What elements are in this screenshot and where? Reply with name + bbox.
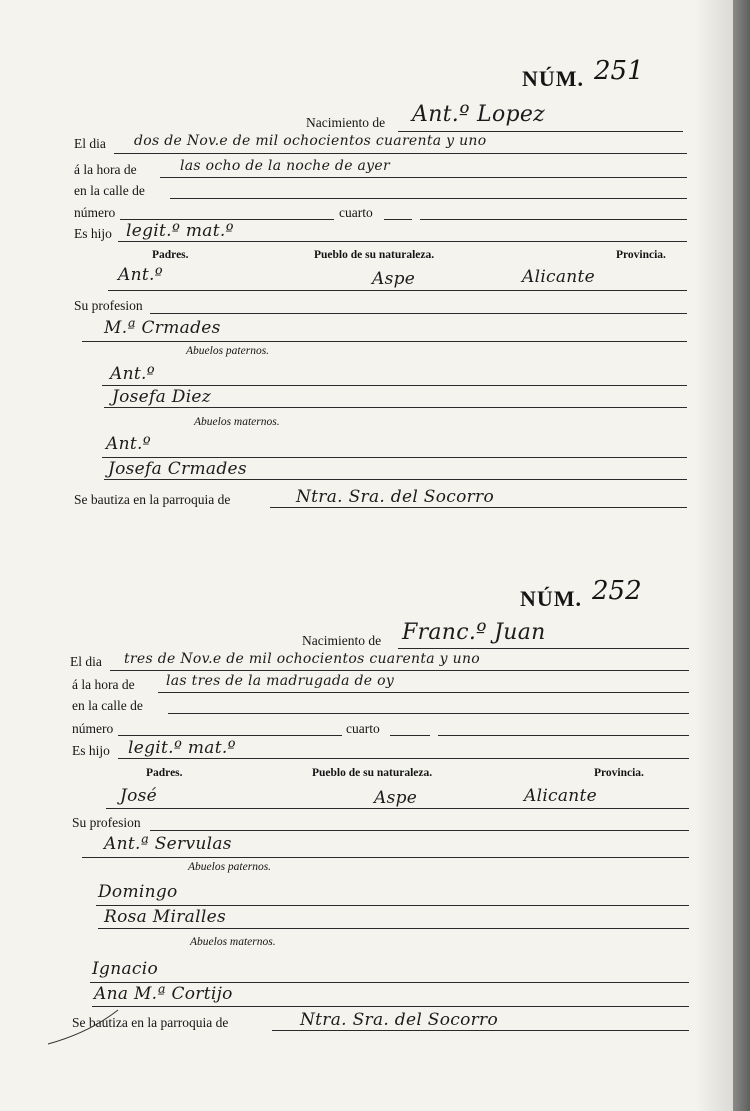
parish-value: Ntra. Sra. del Socorro — [296, 487, 494, 507]
day-label: El dia — [70, 654, 102, 669]
child-name: Ant.º Lopez — [412, 102, 546, 127]
paternal-grandfather: Ant.º — [110, 364, 155, 384]
day-label: El dia — [74, 136, 106, 151]
maternal-grandfather: Ant.º — [106, 434, 151, 454]
hometown-value: Aspe — [374, 788, 418, 808]
paternal-grandparents-label: Abuelos paternos. — [188, 861, 272, 873]
maternal-grandmother: Ana M.ª Cortijo — [94, 984, 233, 1004]
hour-label: á la hora de — [74, 162, 137, 177]
paternal-grandmother: Josefa Diez — [112, 387, 212, 407]
page-edge — [733, 0, 750, 1111]
baptized-label: Se bautiza en la parroquia de — [72, 1015, 229, 1030]
number-label: número — [72, 721, 114, 736]
birth-of-label: Nacimiento de — [306, 115, 386, 130]
son-of-value: legit.º mat.º — [128, 738, 236, 758]
paternal-grandparents-label: Abuelos paternos. — [186, 345, 270, 357]
record-number-value: 251 — [594, 56, 644, 86]
mother-name: M.ª Crmades — [104, 318, 221, 338]
hometown-value: Aspe — [372, 269, 416, 289]
record-number-value: 252 — [592, 576, 642, 606]
parents-header: Padres. — [152, 249, 189, 261]
hometown-header: Pueblo de su naturaleza. — [312, 767, 433, 779]
street-label: en la calle de — [72, 698, 143, 713]
child-name: Franc.º Juan — [402, 620, 546, 645]
day-value: tres de Nov.e de mil ochocientos cuarenta y uno — [124, 651, 480, 667]
parents-header: Padres. — [146, 767, 183, 779]
street-label: en la calle de — [74, 183, 145, 198]
province-value: Alicante — [522, 267, 596, 287]
record-number-label: NÚM. — [520, 586, 583, 611]
profession-label: Su profesion — [74, 298, 143, 313]
room-label: cuarto — [346, 721, 380, 736]
hour-value: las tres de la madrugada de oy — [166, 673, 395, 689]
son-of-label: Es hijo — [74, 226, 112, 241]
mother-name: Ant.ª Servulas — [104, 834, 232, 854]
father-name: José — [120, 786, 158, 806]
hour-label: á la hora de — [72, 677, 135, 692]
hometown-header: Pueblo de su naturaleza. — [314, 249, 435, 261]
father-name: Ant.º — [118, 265, 163, 285]
maternal-grandparents-label: Abuelos maternos. — [190, 936, 276, 948]
parish-value: Ntra. Sra. del Socorro — [300, 1010, 498, 1030]
province-header: Provincia. — [594, 767, 644, 779]
paternal-grandmother: Rosa Miralles — [104, 907, 226, 927]
baptized-label: Se bautiza en la parroquia de — [74, 492, 231, 507]
province-value: Alicante — [524, 786, 598, 806]
son-of-label: Es hijo — [72, 743, 110, 758]
son-of-value: legit.º mat.º — [126, 221, 234, 241]
room-label: cuarto — [339, 205, 373, 220]
birth-of-label: Nacimiento de — [302, 633, 382, 648]
maternal-grandparents-label: Abuelos maternos. — [194, 416, 280, 428]
profession-label: Su profesion — [72, 815, 141, 830]
maternal-grandmother: Josefa Crmades — [108, 459, 247, 479]
record-number-label: NÚM. — [522, 66, 585, 91]
day-value: dos de Nov.e de mil ochocientos cuarenta y uno — [134, 133, 487, 149]
hour-value: las ocho de la noche de ayer — [180, 158, 390, 174]
number-label: número — [74, 205, 116, 220]
province-header: Provincia. — [616, 249, 666, 261]
maternal-grandfather: Ignacio — [92, 959, 158, 979]
paternal-grandfather: Domingo — [98, 882, 178, 902]
